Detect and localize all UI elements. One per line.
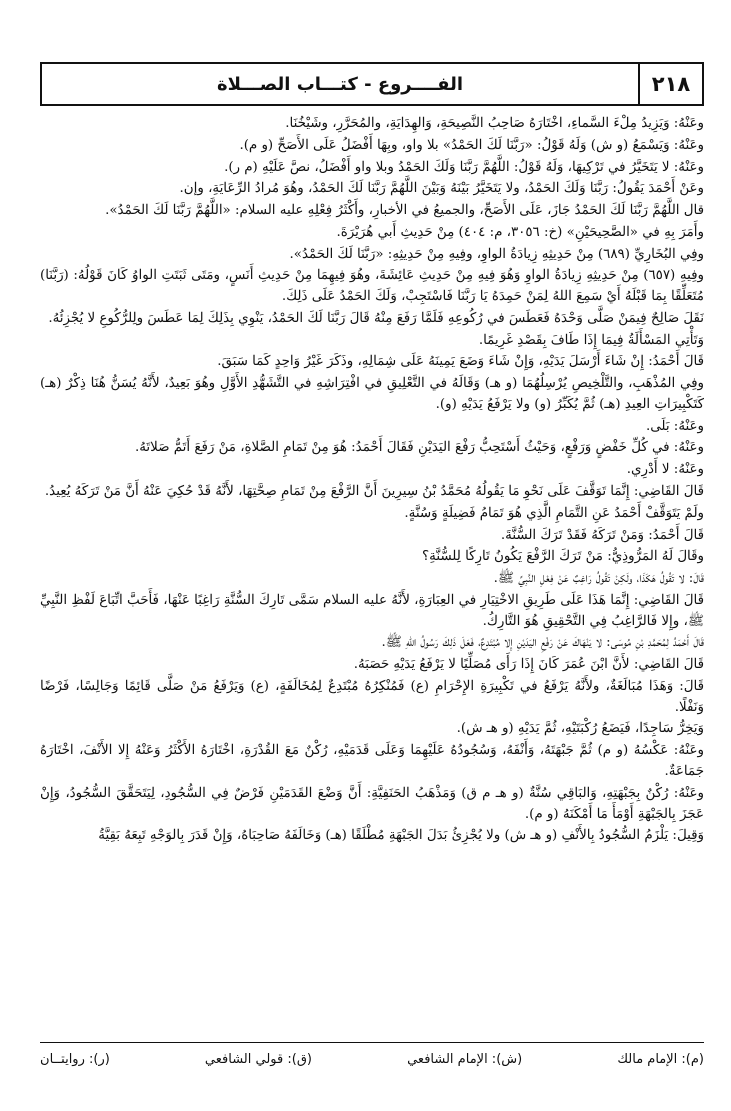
footer-abbreviation: (ق): قولي الشافعي [204, 1052, 312, 1067]
paragraph: وفِي البُخَارِيِّ (٦٨٩) مِنْ حَدِيثِهِ زِيادَةُ الواوِ، وفِيهِ مِنْ حَدِيثِهِ: «رَبَّنَا لَكَ الحَمْدُ». [289, 246, 704, 262]
paragraph: قَالَ أَحْمَدُ لِمُحَمَّدِ بْنِ مُوسَى: لا يَنْهَاكَ عَنْ رَفْعِ اليَدَيْنِ إِلا مُبْتَدِعٌ، فَعَلَ ذَلِكَ رَسُولُ اللهِ ﷺ. [381, 635, 704, 651]
footer-abbreviation: (ر): روايتــان [40, 1052, 110, 1067]
paragraph: قَالَ القَاضِي: إِنَّمَا هَذَا عَلَى طَرِيقِ الاخْتِيَارِ في العِبَارَةِ، لأَنَّهُ عليه السلام سَمَّى تَارِكَ السُّنَّةِ رَاغِبًا عَنْهَا، فَأَحَبَّ اتِّبَاعَ لَفْظِ النَّبِيِّ ﷺ، وإِلا فَالرَّاغِبُ فِي التَّحْقِيقِ هُوَ التَّارِكُ. [40, 592, 704, 629]
paragraph: وقَالَ لَهُ المَرُّوذِيُّ: مَنْ تَرَكَ الرَّفْعَ يَكُونُ تَارِكًا لِلسُّنَّةِ؟ [422, 549, 704, 565]
abbreviations-footer [40, 1052, 704, 1067]
paragraph: وعَنْهُ: في كُلِّ خَفْضٍ وَرَفْعٍ، وَحَيْثُ أَسْتَحِبُّ رَفْعَ اليَدَيْنِ فَقَالَ أَحْمَدُ: هُوَ مِنْ تَمَامِ الصَّلاةِ، مَنْ رَفَعَ أَتَمُّ صَلاتَهُ. [134, 440, 704, 456]
paragraph: قَالَ القَاضِي: لأَنَّ ابْنَ عُمَرَ كَانَ إِذَا رَأَى مُصَلِّيًا لا يَرْفَعُ يَدَيْهِ حَصَبَهُ. [353, 657, 704, 673]
paragraph: قَالَ: لا تَقُولُ هَكَذَا، ولَكِنْ تَقُولُ رَاغِبٌ عَنْ فِعْلِ النَّبِيِّ ﷺ. [493, 571, 704, 587]
page-header [40, 62, 704, 106]
running-title: الفــــروع - كتـــاب الصـــلاة [217, 73, 463, 95]
paragraph: وعَنْهُ: وَيَزِيدُ مِلْءَ السَّماءِ، اخْتَارَهُ صَاحِبُ النَّصِيحَةِ، وَالهِدَايَةِ، والمُحَرَّرِ، وشَيْخُنَا. [285, 116, 704, 131]
paragraph: ولَمْ يَتَوَقَّفْ أَحْمَدُ عَنِ التَّمَامِ الَّذِي هُوَ تَمَامُ فَضِيلَةٍ وَسُنَّةٍ. [404, 505, 704, 521]
paragraph: وَقِيلَ: يَلْزَمُ السُّجُودُ بِالأَنْفِ (و هـ ش) ولا يُجْزِئُ بَدَلَ الجَبْهَةِ مُطْلَقًا (هـ) وَخَالَفَهُ صَاحِبَاهُ، وَإِنْ قَدَرَ بِالوَجْهِ تَبِعَهُ بَقِيَّةُ [98, 828, 704, 844]
paragraph: وعَنْهُ: لا أَدْرِي. [626, 462, 704, 478]
paragraph: وعَنْهُ: بَلَى. [645, 418, 704, 434]
paragraph: قَالَ أَحْمَدُ: وَمَنْ تَرَكَهُ فَقَدْ تَرَكَ السُّنَّةَ. [500, 527, 704, 543]
paragraph: وفِي المُذْهَبِ، والتَّلْخِيصِ يُرْسِلُهُمَا (و هـ) وَقَالَهُ في التَّعْلِيقِ في افْتِرَاشِهِ في التَّشَهُّدِ الأَوَّلِ وهُوَ بَعِيدٌ، لأَنَّهُ يُسَنُّ هُنَا ذِكْرٌ (هـ) كَتَكْبِيرَاتِ العِيدِ (هـ) ثُمَّ يُكَبِّرُ (و) ولا يَرْفَعُ يَدَيْهِ (و). [40, 376, 704, 412]
paragraph: وأَمَرَ بِهِ في «الصَّحِيحَيْنِ» (خ: ٣٠٥٦، م: ٤٠٤) مِنْ حَدِيثِ أَبي هُرَيْرَةَ. [336, 224, 704, 240]
paragraph: وعَنْهُ: رُكْنٌ بِجَبْهَتِهِ، وَالبَاقِي سُنَّةٌ (و هـ م ق) وَمَذْهَبُ الحَنَفِيَّةِ: أَنَّ وَضْعَ القَدَمَيْنِ فَرْضٌ فِي السُّجُودِ، لِيَتَحَقَّقَ السُّجُودُ، وَإِنْ عَجَزَ بِالجَبْهَةِ أَوْمَأَ مَا أَمْكَنَهُ (و م). [40, 785, 704, 822]
paragraph: قَالَ أَحْمَدُ: إِنْ شَاءَ أَرْسَلَ يَدَيْهِ، وَإِنْ شَاءَ وَضَعَ يَمِينَهُ عَلَى شِمَالِهِ، وذَكَرَ غَيْرُ وَاحِدٍ كَمَا سَبَقَ. [217, 354, 704, 370]
footer-abbreviation: (م): الإمام مالك [617, 1052, 704, 1067]
footer-divider [40, 1042, 704, 1043]
paragraph: وفِيهِ (٦٥٧) مِنْ حَدِيثِهِ زِيادَةُ الواوِ وَهُوَ فِيهِ مِنْ حَدِيثِ عَائِشَةَ، وهُوَ فِيهِمَا مِنْ حَدِيثِ أَنَسٍ، ومَتَى ثَبَتَتِ الواوُ كَانَ قَوْلُهُ: (رَبَّنَا) مُتَعَلِّقًا بِمَا قَبْلَهُ أَيْ سَمِعَ اللهُ لِمَنْ حَمِدَهُ يَا رَبَّنَا فَاسْتَجِبْ، وَلَكَ الحَمْدُ عَلَى ذَلِكَ. [40, 268, 704, 305]
paragraph: وعَنْهُ: لا يَتَخَيَّرُ في تَرْكِيهَا، وَلَهُ قَوْلُ: اللَّهُمَّ رَبَّنَا وَلَكَ الحَمْدُ وبلا واو أَفْضَلُ، نصَّ عَلَيْهِ (م ر). [224, 159, 704, 175]
footer-abbreviation: (ش): الإمام الشافعي [407, 1052, 523, 1067]
page-number: ٢١٨ [638, 64, 702, 104]
paragraph: قَالَ القَاضِي: إِنَّمَا تَوَقَّفَ عَلَى نَحْوِ مَا يَقُولُهُ مُحَمَّدُ بْنُ سِيرِينَ أَنَّ الرَّفْعَ مِنْ تَمَامِ صِحَّتِهَا، لأَنَّهُ قَدْ حُكِيَ عَنْهُ أَنَّ مَنْ تَرَكَهُ يُعِيدُ. [44, 484, 704, 500]
paragraph: وعَنْهُ: عَكْسُهُ (و م) ثُمَّ جَبْهَتَهُ، وَأَنْفَهُ، وَسُجُودُهُ عَلَيْهِمَا وَعَلَى قَدَمَيْهِ، رُكْنٌ مَعَ القُدْرَةِ، اخْتَارَهُ الأَكْثَرُ وَعَنْهُ إِلا الأَنْفَ، اخْتَارَهُ جَمَاعَةٌ. [40, 743, 704, 779]
paragraph: وعَنْ أَحْمَدَ يَقُولُ: رَبَّنَا وَلَكَ الحَمْدُ، ولا يَتَخَيَّرُ بَيْنَهُ وَبَيْنَ اللَّهُمَّ رَبَّنَا لَكَ الحَمْدُ، وهُوَ مُرادُ الرِّعَايَةِ، وإن. [179, 181, 704, 197]
main-text [40, 114, 704, 1034]
paragraph: وَيَخِرُّ سَاجِدًا، فَيَضَعُ رُكْبَتَيْهِ، ثُمَّ يَدَيْهِ (و هـ ش). [456, 721, 704, 737]
paragraph: وَتَأْتِي المَسْأَلَةُ فِيمَا إِذَا طَافَ بِقَصْدِ غَرِيمًا. [478, 332, 704, 348]
paragraph: قال اللَّهُمَّ رَبَّنَا لَكَ الحَمْدُ جَازَ، عَلَى الأَصَحِّ، والجميعُ في الأخبارِ، وأَكْثَرُ فِعْلِهِ عليه السلام: «اللَّهُمَّ رَبَّنَا لَكَ الحَمْدُ». [105, 203, 704, 219]
paragraph: نَقَلَ صَالِحٌ فِيمَنْ صَلَّى وَحْدَهُ فَعَطَسَ في رُكُوعِهِ فَلَمَّا رَفَعَ مِنْهُ قَالَ رَبَّنَا لَكَ الحَمْدُ، يَنْوِي بِذَلِكَ لِمَا عَطَسَ ولِلرُّكُوعِ لا يُجْزِئُهُ. [48, 310, 704, 326]
paragraph: قَالَ: وَهَذَا مُبَالَغَةٌ، ولأَنَّهُ يَرْفَعُ في تَكْبِيرَةِ الإِحْرَامِ (ع) فَمُنْكِرُهُ مُبْتَدِعٌ لِمُخَالَفَةٍ، (ع) وَيَرْفَعُ مَنْ صَلَّى قَائِمًا وَجَالِسًا، فَرْضًا وَنَفْلًا. [40, 678, 704, 715]
paragraph: وعَنْهُ: وَيَسْمَعُ (و ش) وَلَهُ قَوْلُ: «رَبَّنَا لَكَ الحَمْدُ» بلا واو، وبِهَا أَفْضَلُ عَلَى الأَصَحِّ (و م). [239, 137, 704, 153]
